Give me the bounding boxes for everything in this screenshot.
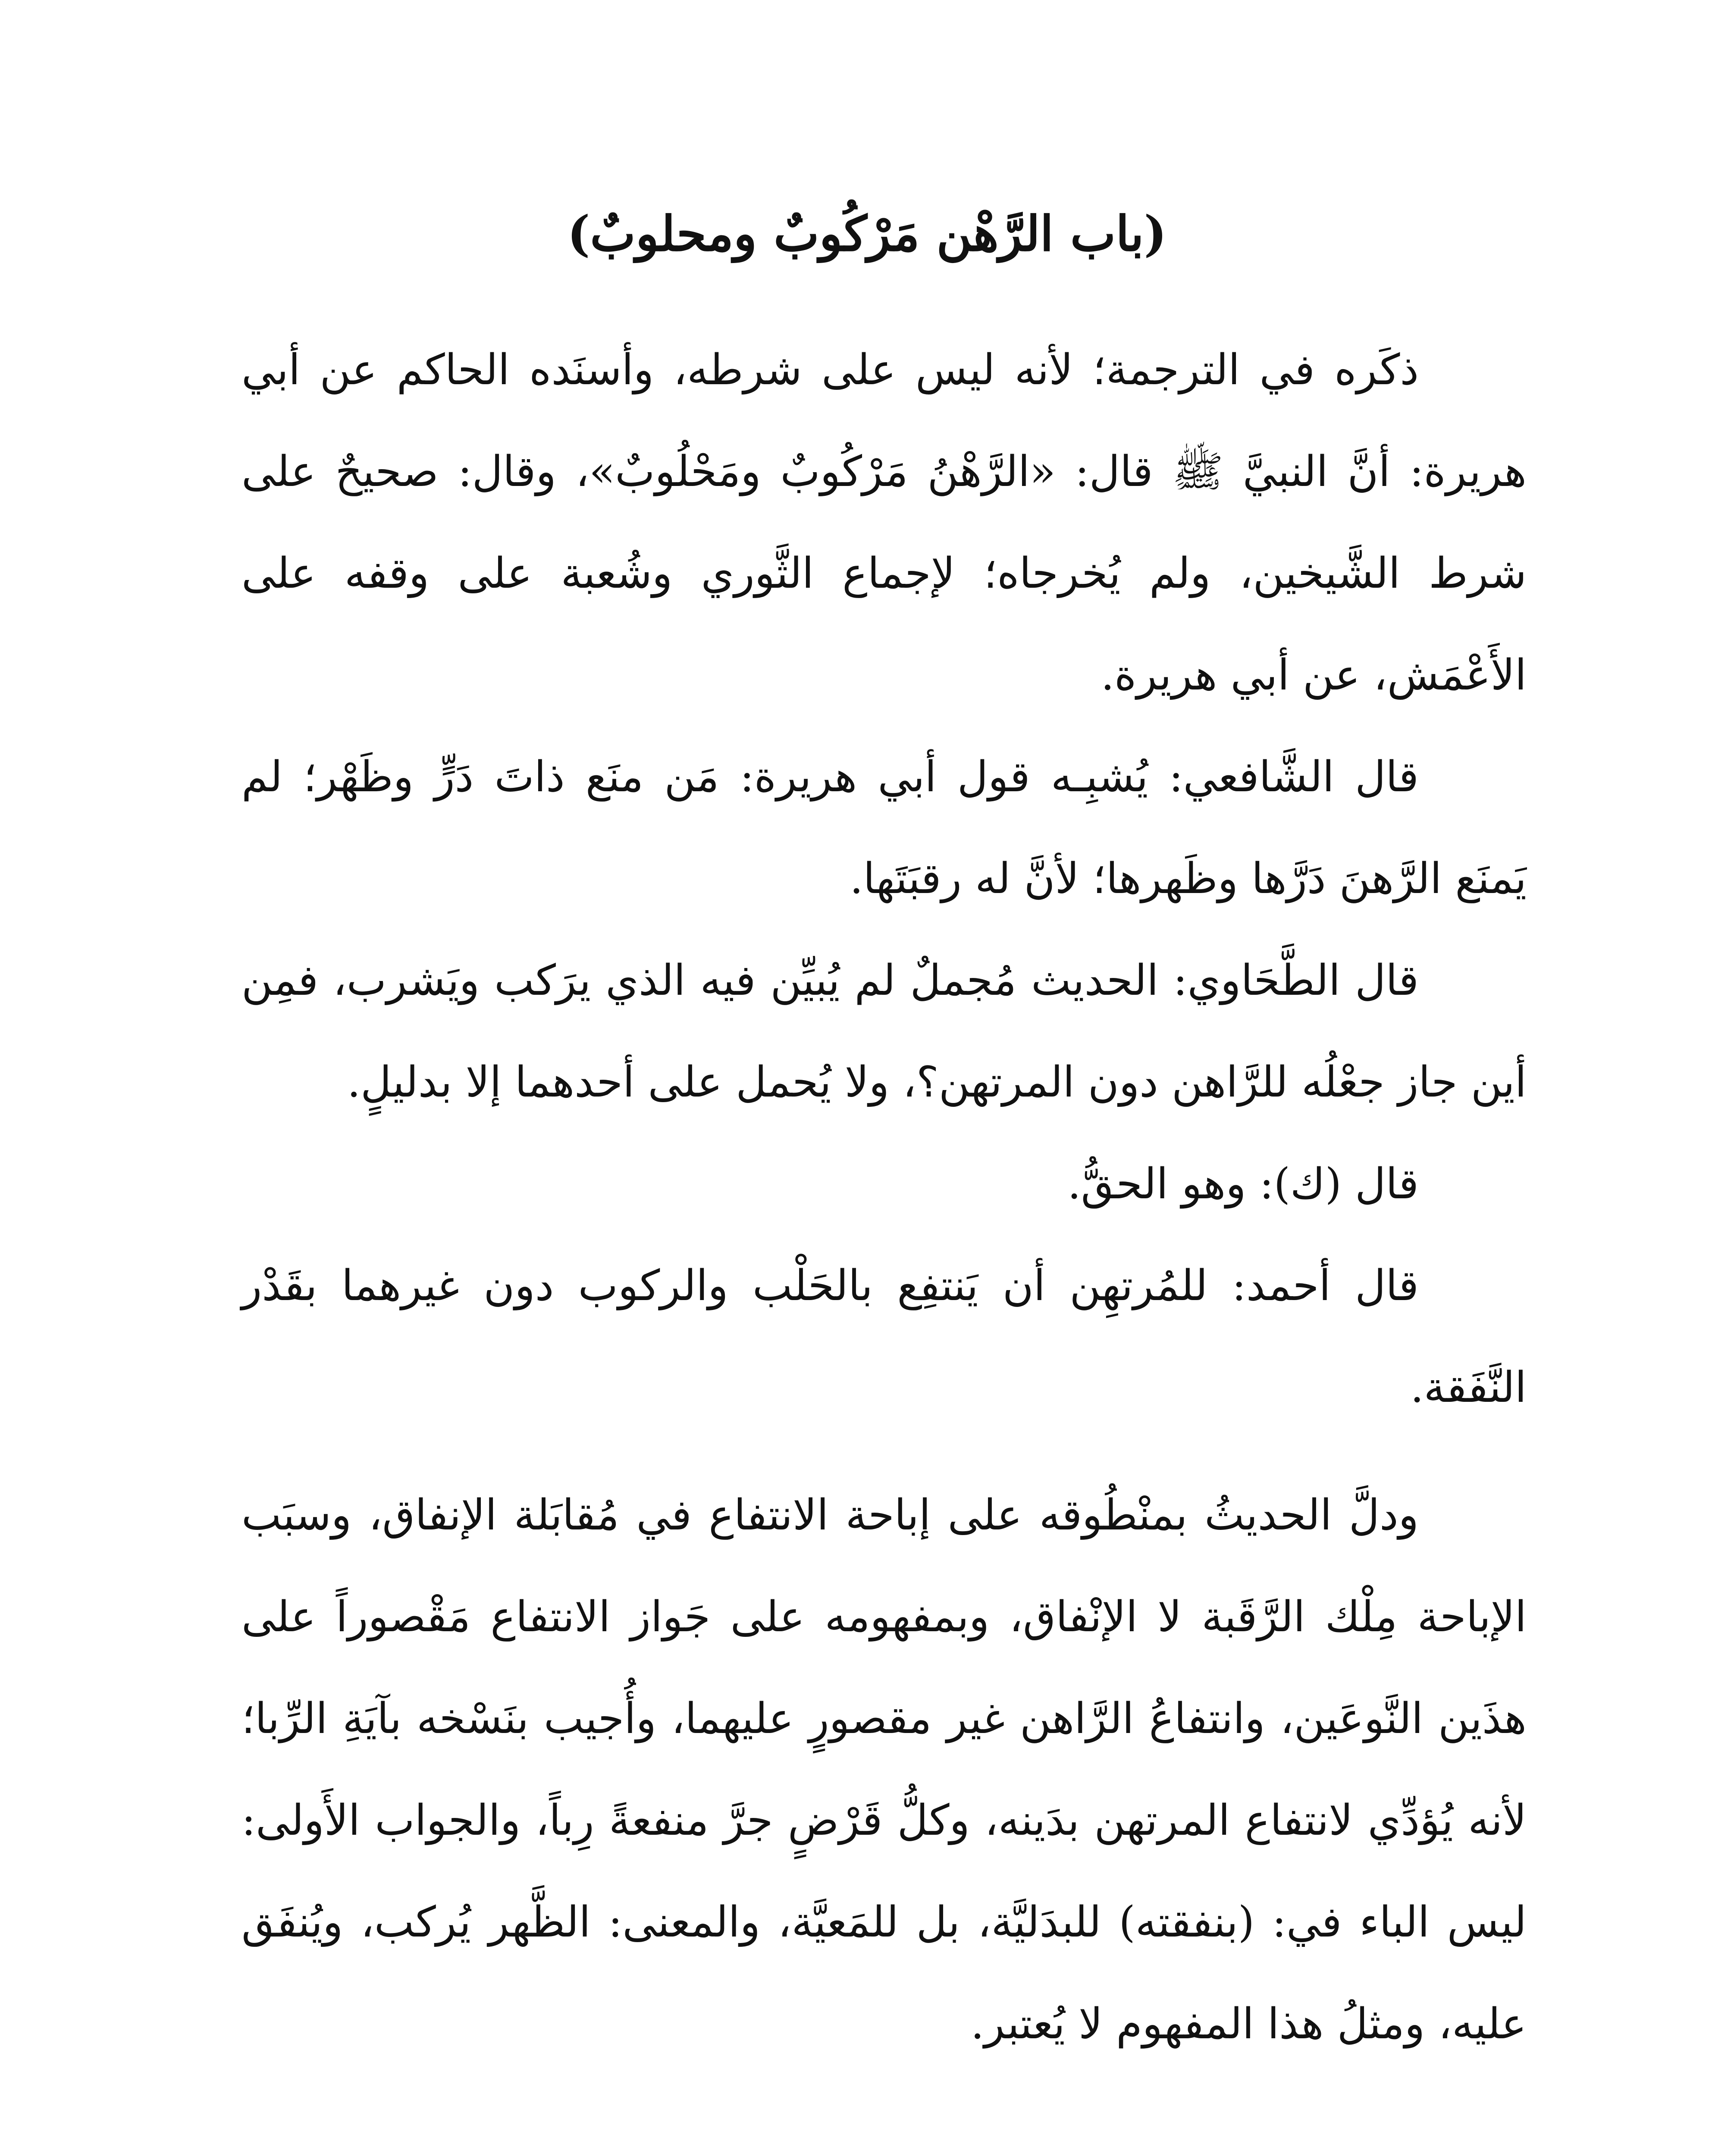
paragraph: قال أحمد: للمُرتهِن أن يَنتفِع بالحَلْب والركوب دون غيرهما بقَدْر النَّفَقة. xyxy=(241,1261,1527,1412)
paragraph: ذكَره في الترجمة؛ لأنه ليس على شرطه، وأسنَده الحاكم عن أبي هريرة: أنَّ النبيَّ ﷺ قال: «الرَّهْنُ مَرْكُوبٌ ومَحْلُوبٌ»، وقال: صحيحٌ على شرط الشَّيخين، ولم يُخرجاه؛ لإجماع الثَّوري وشُعبة على وقفه على الأَعْمَش، عن أبي هريرة. xyxy=(241,345,1527,700)
paragraph: قال (ك): وهو الحقُّ. xyxy=(1067,1159,1419,1209)
body-text xyxy=(241,319,1527,2075)
paragraph: ودلَّ الحديثُ بمنْطُوقه على إباحة الانتفاع في مُقابَلة الإنفاق، وسبَب الإباحة مِلْك الرَّقَبة لا الإنْفاق، وبمفهومه على جَواز الانتفاع مَقْصوراً على هذَين النَّوعَين، وانتفاعُ الرَّاهن غير مقصورٍ عليهما، وأُجيب بنَسْخه بآيَةِ الرِّبا؛ لأنه يُؤدِّي لانتفاع المرتهن بدَينه، وكلُّ قَرْضٍ جرَّ منفعةً رِباً، والجواب الأَولى: ليس الباء في: (بنفقته) للبدَليَّة، بل للمَعيَّة، والمعنى: الظَّهر يُركب، ويُنفَق عليه، ومثلُ هذا المفهوم لا يُعتبر. xyxy=(241,1491,1527,2049)
paragraph: قال الشَّافعي: يُشبِـه قول أبي هريرة: مَن منَع ذاتَ دَرٍّ وظَهْر؛ لم يَمنَع الرَّهنَ دَرَّها وظَهرها؛ لأنَّ له رقبَتَها. xyxy=(241,752,1527,903)
paragraph: قال الطَّحَاوي: الحديث مُجملٌ لم يُبيِّن فيه الذي يرَكب ويَشرب، فمِن أين جاز جعْلُه للرَّاهن دون المرتهن؟، ولا يُحمل على أحدهما إلا بدليلٍ. xyxy=(241,956,1527,1107)
chapter-title: (باب الرَّهْن مَرْكُوبٌ ومحلوبٌ) xyxy=(567,206,1167,262)
